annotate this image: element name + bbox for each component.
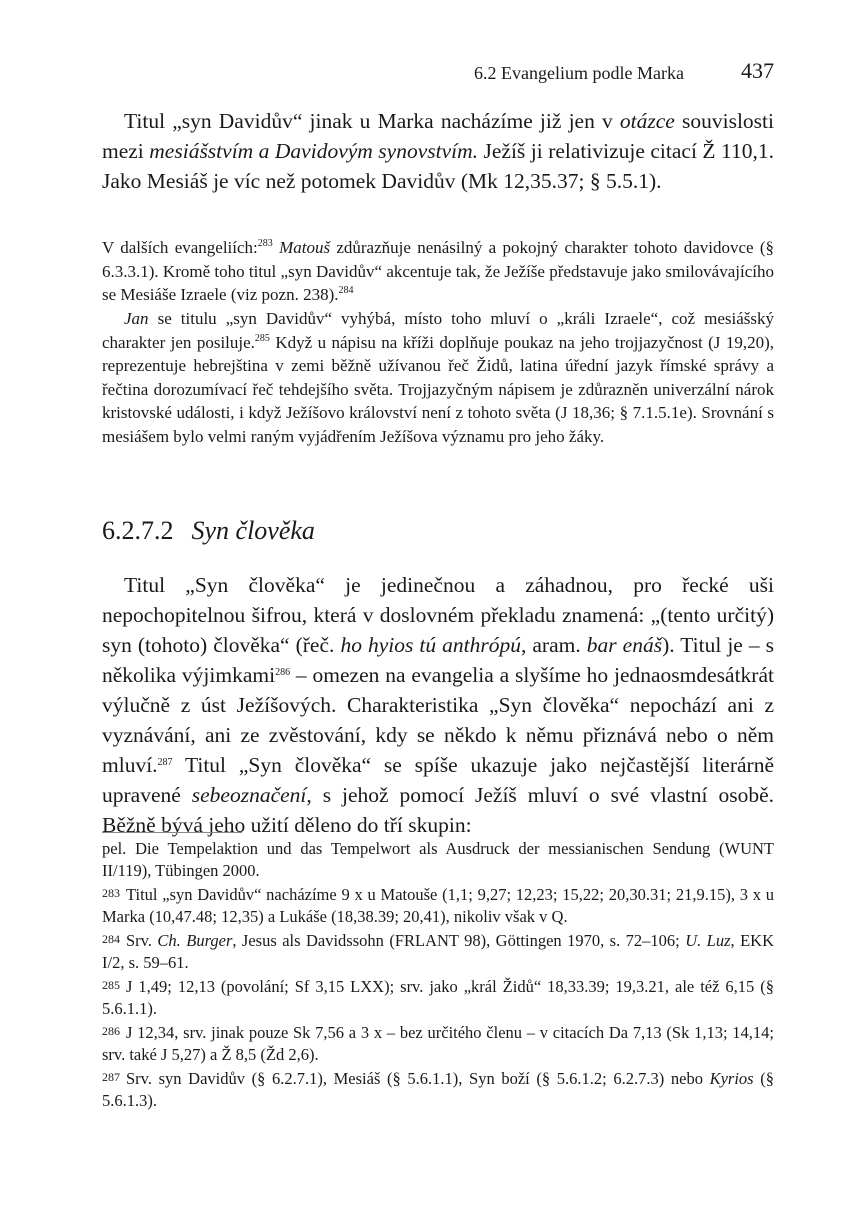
footnote-continuation: pel. Die Tempelaktion und das Tempelwort als Ausdruck der messianischen Sendung (WUNT II/119), Tübingen 2000. (102, 839, 774, 880)
footnote-284: 284 Srv. Ch. Burger, Jesus als Davidssohn (FRLANT 98), Göttingen 1970, s. 72–106; U. Luz, EKK I/2, s. 59–61. (102, 931, 774, 972)
footnotes (102, 838, 774, 1112)
small-paragraph-2: Jan se titulu „syn Davidův“ vyhýbá, místo toho mluví o „králi Izraele“, což mesiášský charakter jen posiluje.$^{285}$ Když u nápisu na kříži doplňuje poukaz na jeho trojjazyčnost (J 19,20), reprezentuje hebrejština v zemi běžně užívanou řeč Židů, latina úřední jazyk římské správy a řečtina dorozumívací řeč tehdejšího světa. Trojjazyčným nápisem je zdůrazněn univerzální nárok kristovské události, i když Ježíšovo království není z tohoto světa (J 18,36; § 7.1.5.1e). Srovnání s mesiášem bylo velmi raným vyjádřením Ježíšova významu pro jeho žáky. (102, 309, 775, 446)
footnote-286: 286 J 12,34, srv. jinak pouze Sk 7,56 a 3 x – bez určitého členu – v citacích Da 7,13 (Sk 1,13; 14,14; srv. také J 5,27) a Ž 8,5 (Žd 2,6). (102, 1023, 774, 1064)
page-header (102, 60, 774, 86)
body-paragraph-2: Titul „Syn člověka“ je jedinečnou a záhadnou, pro řecké uši nepochopitelnou šifrou, která v doslovném překladu znamená: „(tento určitý) syn (tohoto) člověka“ (řeč. ho hyios tú anthrópú, aram. bar enáš). Titul je – s několika výjimkami$^{286}$ – omezen na evangelia a slyšíme ho jednaosmdesátkrát výlučně z úst Ježíšových. Charakteristika „Syn člověka“ nepochází ani z vyznávání, ani ze zvěstování, kdy se někdo k němu přiznává nebo o něm mluví.$^{287}$ Titul „Syn člověka“ se spíše ukazuje jako nejčastější literárně upravené sebeoznačení, s jehož pomocí Ježíš mluví o své vlastní osobě. Běžně bývá jeho užití děleno do tří skupin: (102, 573, 775, 837)
footnote-285: 285 J 1,49; 12,13 (povolání; Sf 3,15 LXX); srv. jako „král Židů“ 18,33.39; 19,3.21, ale též 6,15 (§ 5.6.1.1). (102, 977, 774, 1018)
footnote-283: 283 Titul „syn Davidův“ nacházíme 9 x u Matouše (1,1; 9,27; 12,23; 15,22; 20,30.31; 21,9.15), 3 x u Marka (10,47.48; 12,35) a Lukáše (18,38.39; 20,41), nikoliv však v Q. (102, 885, 774, 926)
small-paragraph-1: V dalších evangeliích:$^{283}$ Matouš zdůrazňuje nenásilný a pokojný charakter tohoto davidovce (§ 6.3.3.1). Kromě toho titul „syn Davidův“ akcentuje tak, že Ježíše představuje jako smilovávajícího se Mesiáše Izraele (viz pozn. 238).$^{284}$ (102, 238, 775, 304)
page-number: 437 (741, 58, 774, 83)
running-head: 6.2 Evangelium podle Marka (474, 63, 684, 83)
section-heading: 6.2.7.2 Syn člověka (102, 516, 315, 545)
footnote-287: 287 Srv. syn Davidův (§ 6.2.7.1), Mesiáš (§ 5.6.1.1), Syn boží (§ 5.6.1.2; 6.2.7.3) nebo Kyrios (§ 5.6.1.3). (102, 1069, 774, 1110)
body-paragraph-1: Titul „syn Davidův“ jinak u Marka nacházíme již jen v otázce souvislosti mezi mesiášstvím a Davidovým synovstvím. Ježíš ji relativizuje citací Ž 110,1. Jako Mesiáš je víc než potomek Davidův (Mk 12,35.37; § 5.5.1). (102, 109, 774, 193)
footnote-rule (102, 832, 242, 833)
